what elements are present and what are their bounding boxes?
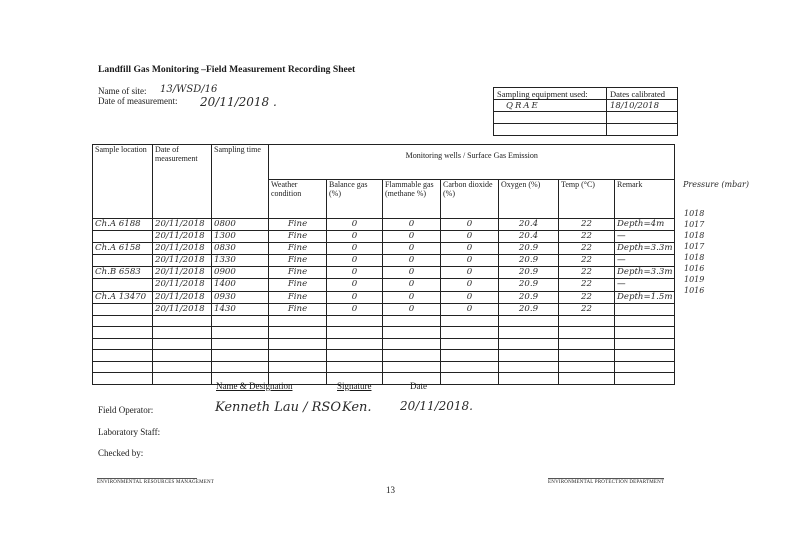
blank-cell <box>615 361 675 373</box>
blank-cell <box>615 327 675 339</box>
blank-cell <box>615 315 675 327</box>
sheet-title: Landfill Gas Monitoring –Field Measurement Recording Sheet <box>98 64 356 75</box>
measurement-date-cell: 20/11/2018 <box>153 231 212 243</box>
sample-location-cell: Ch.B 6583 <box>93 267 153 279</box>
blank-cell <box>269 338 327 350</box>
weather-cell: Fine <box>269 255 327 267</box>
blank-cell <box>212 315 269 327</box>
blank-row <box>93 350 675 362</box>
blank-cell <box>269 315 327 327</box>
remark-cell: — <box>615 279 675 291</box>
remark-cell: — <box>615 255 675 267</box>
blank-cell <box>269 350 327 362</box>
header-flammable-gas: Flammable gas (methane %) <box>383 180 441 219</box>
weather-cell: Fine <box>269 243 327 255</box>
weather-cell: Fine <box>269 279 327 291</box>
oxygen-cell: 20.9 <box>499 279 559 291</box>
table-row <box>93 231 675 243</box>
blank-cell <box>212 361 269 373</box>
pressure-value: 1018 <box>684 253 705 262</box>
blank-cell <box>559 373 615 385</box>
sample-location-cell <box>93 231 153 243</box>
sample-location-cell <box>93 255 153 267</box>
site-name-value: 13/WSD/16 <box>160 84 218 95</box>
blank-cell <box>153 338 212 350</box>
blank-cell <box>615 338 675 350</box>
table-row <box>93 279 675 291</box>
blank-cell <box>615 350 675 362</box>
temperature-cell: 22 <box>559 291 615 303</box>
pressure-value: 1016 <box>684 286 705 295</box>
table-row <box>93 219 675 231</box>
blank-cell <box>441 361 499 373</box>
measurement-date-cell: 20/11/2018 <box>153 219 212 231</box>
measurement-date-cell: 20/11/2018 <box>153 267 212 279</box>
footer-left: ENVIRONMENTAL RESOURCES MANAGEMENT <box>97 480 215 485</box>
sampling-time-cell: 1300 <box>212 231 269 243</box>
balance-gas-cell: 0 <box>327 243 383 255</box>
blank-row <box>93 361 675 373</box>
footer-right: ENVIRONMENTAL PROTECTION DEPARTMENT <box>548 480 665 485</box>
measurement-date-label: Date of measurement: <box>98 96 178 106</box>
calibrated-blank <box>607 124 678 136</box>
temperature-cell: 22 <box>559 243 615 255</box>
blank-cell <box>269 327 327 339</box>
balance-gas-cell: 0 <box>327 219 383 231</box>
sampling-time-cell: 0830 <box>212 243 269 255</box>
table-row <box>93 291 675 303</box>
carbon-dioxide-cell: 0 <box>441 291 499 303</box>
site-name-label: Name of site: <box>98 86 147 96</box>
page-number: 13 <box>386 485 395 495</box>
blank-cell <box>383 315 441 327</box>
carbon-dioxide-cell: 0 <box>441 279 499 291</box>
header-monitoring-group: Monitoring wells / Surface Gas Emission <box>269 145 675 180</box>
remark-cell: — <box>615 231 675 243</box>
flammable-gas-cell: 0 <box>383 243 441 255</box>
flammable-gas-cell: 0 <box>383 231 441 243</box>
blank-cell <box>212 327 269 339</box>
blank-cell <box>153 315 212 327</box>
weather-cell: Fine <box>269 267 327 279</box>
blank-row <box>93 315 675 327</box>
measurement-date-cell: 20/11/2018 <box>153 291 212 303</box>
measurement-date-cell: 20/11/2018 <box>153 303 212 315</box>
blank-cell <box>153 350 212 362</box>
blank-cell <box>93 327 153 339</box>
date-header: Date <box>410 381 427 391</box>
temperature-cell: 22 <box>559 231 615 243</box>
blank-cell <box>499 350 559 362</box>
flammable-gas-cell: 0 <box>383 291 441 303</box>
sampling-time-cell: 0930 <box>212 291 269 303</box>
blank-cell <box>499 361 559 373</box>
oxygen-cell: 20.4 <box>499 219 559 231</box>
temperature-cell: 22 <box>559 267 615 279</box>
remark-cell: Depth=3.3m <box>615 267 675 279</box>
blank-cell <box>441 350 499 362</box>
weather-cell: Fine <box>269 303 327 315</box>
sampling-time-cell: 1330 <box>212 255 269 267</box>
table-row <box>93 303 675 315</box>
oxygen-cell: 20.9 <box>499 267 559 279</box>
temperature-cell: 22 <box>559 279 615 291</box>
temperature-cell: 22 <box>559 303 615 315</box>
remark-cell: Depth=3.3m <box>615 243 675 255</box>
footer-rule-right <box>548 478 664 479</box>
carbon-dioxide-cell: 0 <box>441 267 499 279</box>
blank-cell <box>499 338 559 350</box>
blank-cell <box>269 361 327 373</box>
blank-cell <box>327 361 383 373</box>
sampling-time-cell: 0900 <box>212 267 269 279</box>
flammable-gas-cell: 0 <box>383 219 441 231</box>
blank-cell <box>212 350 269 362</box>
blank-cell <box>499 315 559 327</box>
flammable-gas-cell: 0 <box>383 303 441 315</box>
blank-cell <box>153 327 212 339</box>
sample-location-cell: Ch.A 6158 <box>93 243 153 255</box>
blank-cell <box>559 327 615 339</box>
field-operator-date: 20/11/2018. <box>400 399 473 413</box>
checked-by-label: Checked by: <box>98 448 144 458</box>
header-carbon-dioxide: Carbon dioxide (%) <box>441 180 499 219</box>
oxygen-cell: 20.9 <box>499 255 559 267</box>
blank-cell <box>559 361 615 373</box>
blank-cell <box>327 338 383 350</box>
blank-row <box>93 327 675 339</box>
carbon-dioxide-cell: 0 <box>441 255 499 267</box>
header-balance-gas: Balance gas (%) <box>327 180 383 219</box>
pressure-value: 1017 <box>684 220 705 229</box>
blank-cell <box>93 338 153 350</box>
blank-cell <box>441 327 499 339</box>
lab-staff-label: Laboratory Staff: <box>98 427 161 437</box>
carbon-dioxide-cell: 0 <box>441 303 499 315</box>
equipment-value: QRAE <box>494 100 607 112</box>
balance-gas-cell: 0 <box>327 291 383 303</box>
equipment-blank <box>494 112 607 124</box>
flammable-gas-cell: 0 <box>383 279 441 291</box>
blank-cell <box>93 373 153 385</box>
balance-gas-cell: 0 <box>327 267 383 279</box>
measurement-table <box>92 144 675 385</box>
pressure-value: 1019 <box>684 275 705 284</box>
remark-cell <box>615 303 675 315</box>
blank-cell <box>327 327 383 339</box>
header-weather: Weather condition <box>269 180 327 219</box>
blank-cell <box>327 315 383 327</box>
blank-cell <box>383 327 441 339</box>
sample-location-cell: Ch.A 13470 <box>93 291 153 303</box>
balance-gas-cell: 0 <box>327 303 383 315</box>
blank-cell <box>441 338 499 350</box>
header-remark: Remark <box>615 180 675 219</box>
blank-cell <box>615 373 675 385</box>
header-sampling-time: Sampling time <box>212 145 269 219</box>
blank-cell <box>93 315 153 327</box>
header-temp: Temp (°C) <box>559 180 615 219</box>
pressure-value: 1018 <box>684 209 705 218</box>
equipment-table <box>493 87 678 136</box>
measurement-date-cell: 20/11/2018 <box>153 243 212 255</box>
oxygen-cell: 20.4 <box>499 231 559 243</box>
table-row <box>93 267 675 279</box>
blank-cell <box>441 373 499 385</box>
table-row <box>93 243 675 255</box>
header-sample-location: Sample location <box>93 145 153 219</box>
carbon-dioxide-cell: 0 <box>441 231 499 243</box>
weather-cell: Fine <box>269 219 327 231</box>
pressure-header: Pressure (mbar) <box>683 180 749 189</box>
blank-cell <box>153 373 212 385</box>
footer-rule-left <box>97 478 197 479</box>
blank-cell <box>93 361 153 373</box>
oxygen-cell: 20.9 <box>499 243 559 255</box>
balance-gas-cell: 0 <box>327 279 383 291</box>
measurement-date-cell: 20/11/2018 <box>153 279 212 291</box>
sampling-time-cell: 0800 <box>212 219 269 231</box>
field-operator-name: Kenneth Lau / RSO <box>215 400 341 415</box>
blank-cell <box>383 338 441 350</box>
field-operator-label: Field Operator: <box>98 405 154 415</box>
flammable-gas-cell: 0 <box>383 267 441 279</box>
temperature-cell: 22 <box>559 219 615 231</box>
sample-location-cell <box>93 279 153 291</box>
calibrated-header: Dates calibrated <box>607 88 678 100</box>
blank-cell <box>441 315 499 327</box>
balance-gas-cell: 0 <box>327 231 383 243</box>
blank-row <box>93 373 675 385</box>
blank-cell <box>383 361 441 373</box>
blank-cell <box>93 350 153 362</box>
sample-location-cell: Ch.A 6188 <box>93 219 153 231</box>
weather-cell: Fine <box>269 291 327 303</box>
measurement-date-value: 20/11/2018 . <box>200 95 277 109</box>
blank-cell <box>559 350 615 362</box>
sampling-time-cell: 1430 <box>212 303 269 315</box>
sampling-time-cell: 1400 <box>212 279 269 291</box>
carbon-dioxide-cell: 0 <box>441 219 499 231</box>
pressure-value: 1018 <box>684 231 705 240</box>
flammable-gas-cell: 0 <box>383 255 441 267</box>
sample-location-cell <box>93 303 153 315</box>
signature-header: Signature <box>337 381 372 391</box>
equipment-header: Sampling equipment used: <box>494 88 607 100</box>
blank-cell <box>499 327 559 339</box>
field-operator-signature: Ken. <box>342 400 372 415</box>
oxygen-cell: 20.9 <box>499 291 559 303</box>
calibrated-blank <box>607 112 678 124</box>
measurement-date-cell: 20/11/2018 <box>153 255 212 267</box>
blank-cell <box>499 373 559 385</box>
carbon-dioxide-cell: 0 <box>441 243 499 255</box>
blank-cell <box>212 338 269 350</box>
header-date-of-measurement: Date of measurement <box>153 145 212 219</box>
remark-cell: Depth=4m <box>615 219 675 231</box>
remark-cell: Depth=1.5m <box>615 291 675 303</box>
blank-cell <box>559 315 615 327</box>
header-oxygen: Oxygen (%) <box>499 180 559 219</box>
blank-cell <box>383 350 441 362</box>
equipment-blank <box>494 124 607 136</box>
weather-cell: Fine <box>269 231 327 243</box>
oxygen-cell: 20.9 <box>499 303 559 315</box>
blank-cell <box>153 361 212 373</box>
blank-cell <box>559 338 615 350</box>
blank-row <box>93 338 675 350</box>
blank-cell <box>327 350 383 362</box>
pressure-value: 1017 <box>684 242 705 251</box>
pressure-value: 1016 <box>684 264 705 273</box>
name-designation-header: Name & Designation <box>216 381 293 391</box>
temperature-cell: 22 <box>559 255 615 267</box>
calibrated-value: 18/10/2018 <box>607 100 678 112</box>
balance-gas-cell: 0 <box>327 255 383 267</box>
table-row <box>93 255 675 267</box>
pressure-values <box>684 208 704 296</box>
